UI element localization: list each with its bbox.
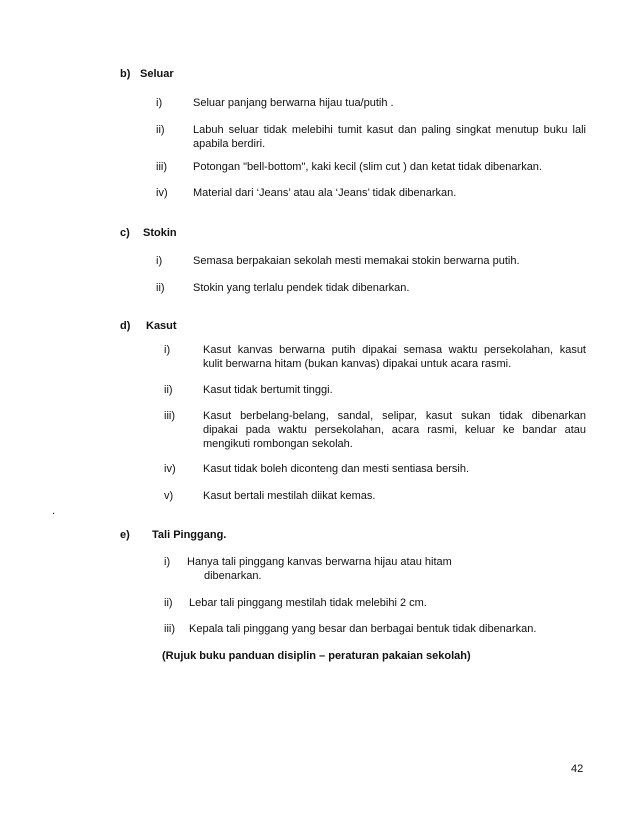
section-e-item-2-text: Lebar tali pinggang mestilah tidak melebihi 2 cm. bbox=[189, 597, 427, 609]
section-e-item-3-text: Kepala tali pinggang yang besar dan berbagai bentuk tidak dibenarkan. bbox=[189, 623, 537, 635]
section-b-item-4-text: Material dari ‘Jeans’ atau ala ‘Jeans’ tidak dibenarkan. bbox=[193, 187, 457, 199]
section-c-item-2-text: Stokin yang terlalu pendek tidak dibenarkan. bbox=[193, 282, 410, 294]
stray-mark: . bbox=[52, 505, 56, 517]
section-d-item-2-text: Kasut tidak bertumit tinggi. bbox=[203, 384, 333, 396]
section-d-item-2-number: ii) bbox=[164, 384, 173, 396]
section-b-item-3-text: Potongan "bell-bottom", kaki kecil (slim cut ) dan ketat tidak dibenarkan. bbox=[193, 161, 542, 173]
section-c-item-1-text: Semasa berpakaian sekolah mesti memakai stokin berwarna putih. bbox=[193, 255, 520, 267]
reference-note: (Rujuk buku panduan disiplin – peraturan pakaian sekolah) bbox=[162, 650, 471, 662]
section-e-item-1-line-1: Hanya tali pinggang kanvas berwarna hijau atau hitam bbox=[187, 556, 452, 568]
section-b-item-1-text: Seluar panjang berwarna hijau tua/putih . bbox=[193, 97, 394, 109]
section-e-item-1-number: i) bbox=[164, 556, 171, 568]
section-d-item-4-text: Kasut tidak boleh diconteng dan mesti sentiasa bersih. bbox=[203, 463, 469, 475]
section-b-item-3-number: iii) bbox=[156, 161, 167, 173]
section-d-item-3-line-3: mengikuti rombongan sekolah. bbox=[203, 438, 353, 450]
section-c-title: Stokin bbox=[143, 227, 177, 239]
section-d-item-3-line-1: Kasut berbelang-belang, sandal, selipar, kasut sukan tidak dibenarkan bbox=[203, 410, 586, 422]
section-e-item-1-line-2: dibenarkan. bbox=[204, 570, 262, 582]
section-d-item-4-number: iv) bbox=[164, 463, 176, 475]
section-d-item-1-number: i) bbox=[164, 344, 171, 356]
section-c-item-1-number: i) bbox=[156, 255, 163, 267]
section-b-item-1-number: i) bbox=[156, 97, 163, 109]
section-b-item-2-line-2: apabila berdiri. bbox=[193, 138, 266, 150]
section-e-letter: e) bbox=[120, 529, 130, 541]
section-d-item-5-text: Kasut bertali mestilah diikat kemas. bbox=[203, 490, 376, 502]
section-b-item-4-number: iv) bbox=[156, 187, 168, 199]
section-e-item-2-number: ii) bbox=[164, 597, 173, 609]
section-d-item-3-number: iii) bbox=[164, 410, 175, 422]
section-b-letter: b) bbox=[120, 68, 131, 80]
section-b-item-2-line-1: Labuh seluar tidak melebihi tumit kasut dan paling singkat menutup buku lali bbox=[193, 124, 586, 136]
section-b-item-2-number: ii) bbox=[156, 124, 165, 136]
section-d-item-3-line-2: dipakai pada waktu persekolahan, acara rasmi, keluar ke bandar atau bbox=[203, 424, 586, 436]
section-d-item-1-line-1: Kasut kanvas berwarna putih dipakai semasa waktu persekolahan, kasut bbox=[203, 344, 586, 356]
section-b-title: Seluar bbox=[140, 68, 174, 80]
section-e-title: Tali Pinggang. bbox=[152, 529, 227, 541]
section-c-item-2-number: ii) bbox=[156, 282, 165, 294]
section-d-item-5-number: v) bbox=[164, 490, 174, 502]
section-d-title: Kasut bbox=[146, 320, 177, 332]
section-c-letter: c) bbox=[120, 227, 130, 239]
page-number: 42 bbox=[571, 763, 584, 775]
section-d-item-1-line-2: kulit berwarna hitam (bukan kanvas) dipakai untuk acara rasmi. bbox=[203, 358, 512, 370]
section-d-letter: d) bbox=[120, 320, 131, 332]
section-e-item-3-number: iii) bbox=[164, 623, 175, 635]
